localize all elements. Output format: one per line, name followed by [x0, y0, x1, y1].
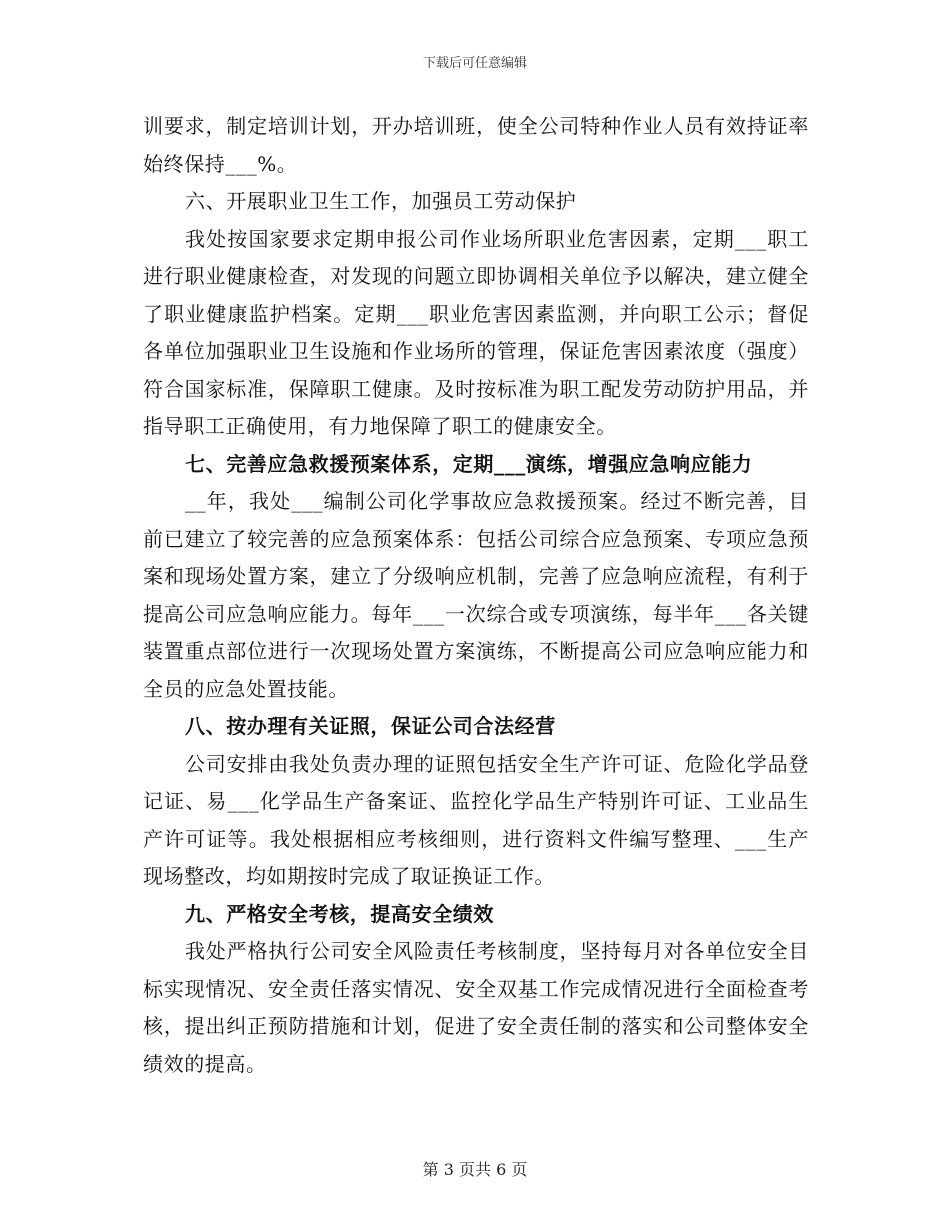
section-heading-licenses: 八、按办理有关证照，保证公司合法经营	[185, 714, 556, 738]
section-heading-safety-assessment: 九、严格安全考核，提高安全绩效	[185, 901, 494, 926]
paragraph-occupational-health: 我处按国家要求定期申报公司作业场所职业危害因素，定期___职工进行职业健康检查，对发现的问题立即协调相关单位予以解决，建立健全了职业健康监护档案。定期___职业危害因素监测，并向职工公示；督促各单位加强职业卫生设施和作业场所的管理，保证危害因素浓度（强度）符合国家标准，保障职工健康。及时按标准为职工配发劳动防护用品，并指导职工正确使用，有力地保障了职工的健康安全。	[143, 226, 809, 438]
page-header: 下载后可任意编辑	[422, 56, 527, 71]
paragraph-emergency-plan: __年，我处___编制公司化学事故应急救援预案。经过不断完善，目前已建立了较完善的应急预案体系：包括公司综合应急预案、专项应急预案和现场处置方案，建立了分级响应机制，完善了应急响应流程，有利于提高公司应急响应能力。每年___一次综合或专项演练，每半年___各关键装置重点部位进行一次现场处置方案演练，不断提高公司应急响应能力和全员的应急处置技能。	[143, 489, 809, 701]
paragraph-safety-assessment: 我处严格执行公司安全风险责任考核制度，坚持每月对各单位安全目标实现情况、安全责任落实情况、安全双基工作完成情况进行全面检查考核，提出纠正预防措施和计划，促进了安全责任制的落实和公司整体安全绩效的提高。	[143, 939, 809, 1076]
section-heading-emergency-plan: 七、完善应急救援预案体系，定期___演练，增强应急响应能力	[185, 451, 753, 476]
section-heading-occupational-health: 六、开展职业卫生工作，加强员工劳动保护	[185, 189, 577, 213]
paragraph-licenses: 公司安排由我处负责办理的证照包括安全生产许可证、危险化学品登记证、易___化学品生产备案证、监控化学品生产特别许可证、工业品生产许可证等。我处根据相应考核细则，进行资料文件编写整理、___生产现场整改，均如期按时完成了取证换证工作。	[143, 751, 809, 888]
page-footer: 第 3 页共 6 页	[422, 1160, 528, 1179]
document-body	[143, 108, 809, 1083]
paragraph-training-continued: 训要求，制定培训计划，开办培训班，使全公司特种作业人员有效持证率始终保持___%。	[143, 114, 809, 176]
